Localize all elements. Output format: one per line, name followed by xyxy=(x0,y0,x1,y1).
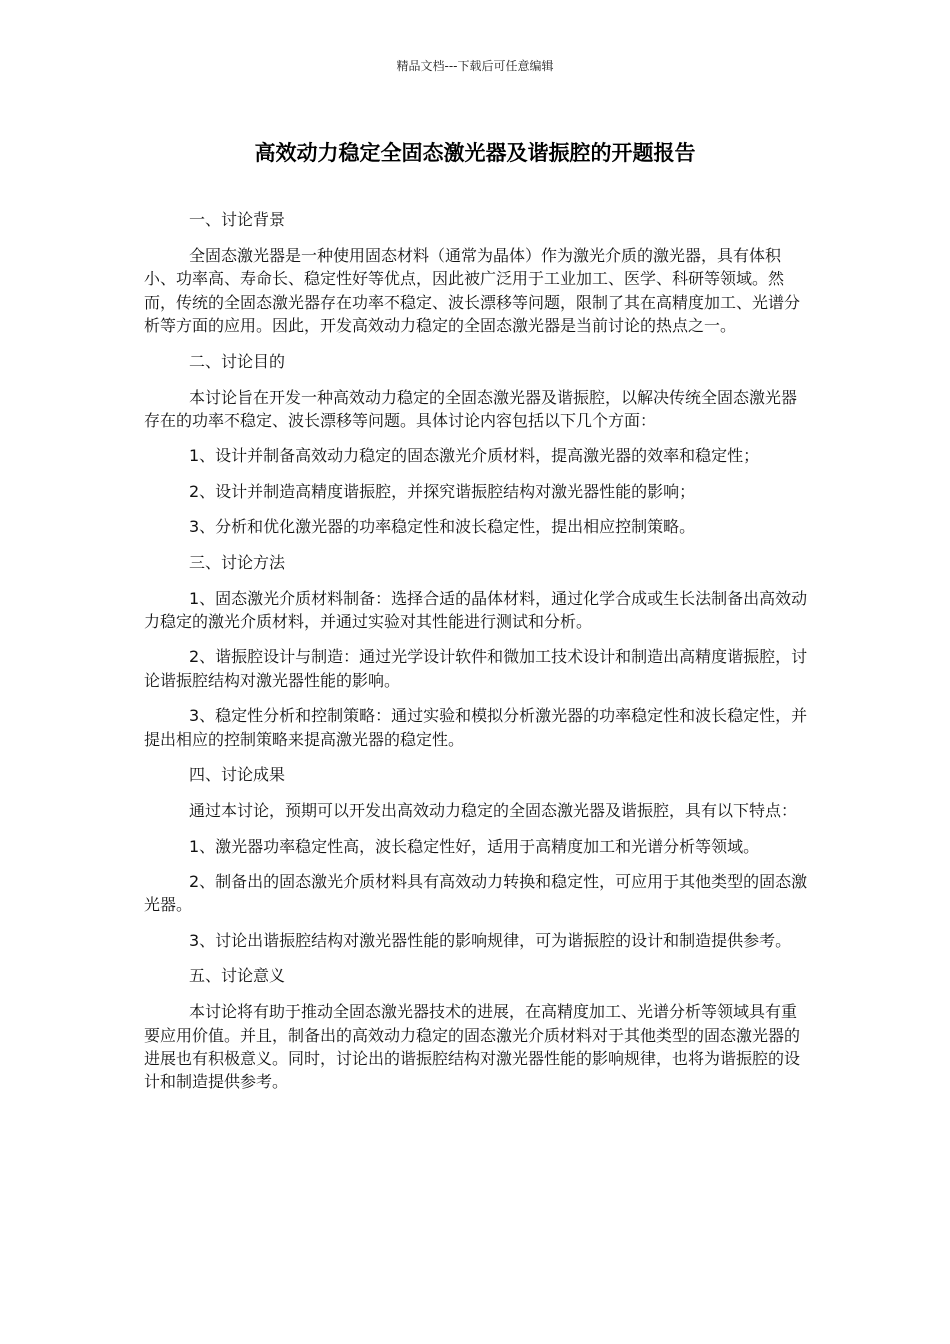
paragraph: 本讨论将有助于推动全固态激光器技术的进展，在高精度加工、光谱分析等领域具有重要应用价值。并且，制备出的高效动力稳定的固态激光介质材料对于其他类型的固态激光器的进展也有积极意义。同时，讨论出的谐振腔结构对激光器性能的影响规律，也将为谐振腔的设计和制造提供参考。 xyxy=(144,1002,801,1092)
list-item: 1、激光器功率稳定性高，波长稳定性好，适用于高精度加工和光谱分析等领域。 xyxy=(189,836,760,856)
document-body xyxy=(144,208,808,1106)
list-item: 1、设计并制备高效动力稳定的固态激光介质材料，提高激光器的效率和稳定性； xyxy=(189,446,760,466)
page-header: 精品文档---下载后可任意编辑 xyxy=(396,59,554,73)
document-title: 高效动力稳定全固态激光器及谐振腔的开题报告 xyxy=(254,141,696,165)
section-heading-significance: 五、讨论意义 xyxy=(189,966,286,986)
list-item: 1、固态激光介质材料制备：选择合适的晶体材料，通过化学合成或生长法制备出高效动力稳定的激光介质材料，并通过实验对其性能进行测试和分析。 xyxy=(144,588,808,632)
list-item: 3、稳定性分析和控制策略：通过实验和模拟分析激光器的功率稳定性和波长稳定性，并提出相应的控制策略来提高激光器的稳定性。 xyxy=(144,706,808,749)
list-item: 2、谐振腔设计与制造：通过光学设计软件和微加工技术设计和制造出高精度谐振腔，讨论谐振腔结构对激光器性能的影响。 xyxy=(144,647,808,690)
list-item: 3、分析和优化激光器的功率稳定性和波长稳定性，提出相应控制策略。 xyxy=(189,517,696,537)
paragraph: 本讨论旨在开发一种高效动力稳定的全固态激光器及谐振腔，以解决传统全固态激光器存在的功率不稳定、波长漂移等问题。具体讨论内容包括以下几个方面： xyxy=(144,387,798,431)
section-heading-results: 四、讨论成果 xyxy=(189,765,286,785)
paragraph: 全固态激光器是一种使用固态材料（通常为晶体）作为激光介质的激光器，具有体积小、功率高、寿命长、稳定性好等优点，因此被广泛用于工业加工、医学、科研等领域。然而，传统的全固态激光器存在功率不稳定、波长漂移等问题，限制了其在高精度加工、光谱分析等方面的应用。因此，开发高效动力稳定的全固态激光器是当前讨论的热点之一。 xyxy=(144,246,801,336)
list-item: 2、制备出的固态激光介质材料具有高效动力转换和稳定性，可应用于其他类型的固态激光器。 xyxy=(144,871,808,915)
section-heading-background: 一、讨论背景 xyxy=(189,210,286,229)
list-item: 2、设计并制造高精度谐振腔，并探究谐振腔结构对激光器性能的影响； xyxy=(189,481,696,501)
list-item: 3、讨论出谐振腔结构对激光器性能的影响规律，可为谐振腔的设计和制造提供参考。 xyxy=(189,930,792,950)
paragraph: 通过本讨论，预期可以开发出高效动力稳定的全固态激光器及谐振腔，具有以下特点： xyxy=(189,801,798,821)
section-heading-methods: 三、讨论方法 xyxy=(189,552,286,572)
section-heading-purpose: 二、讨论目的 xyxy=(189,351,286,371)
